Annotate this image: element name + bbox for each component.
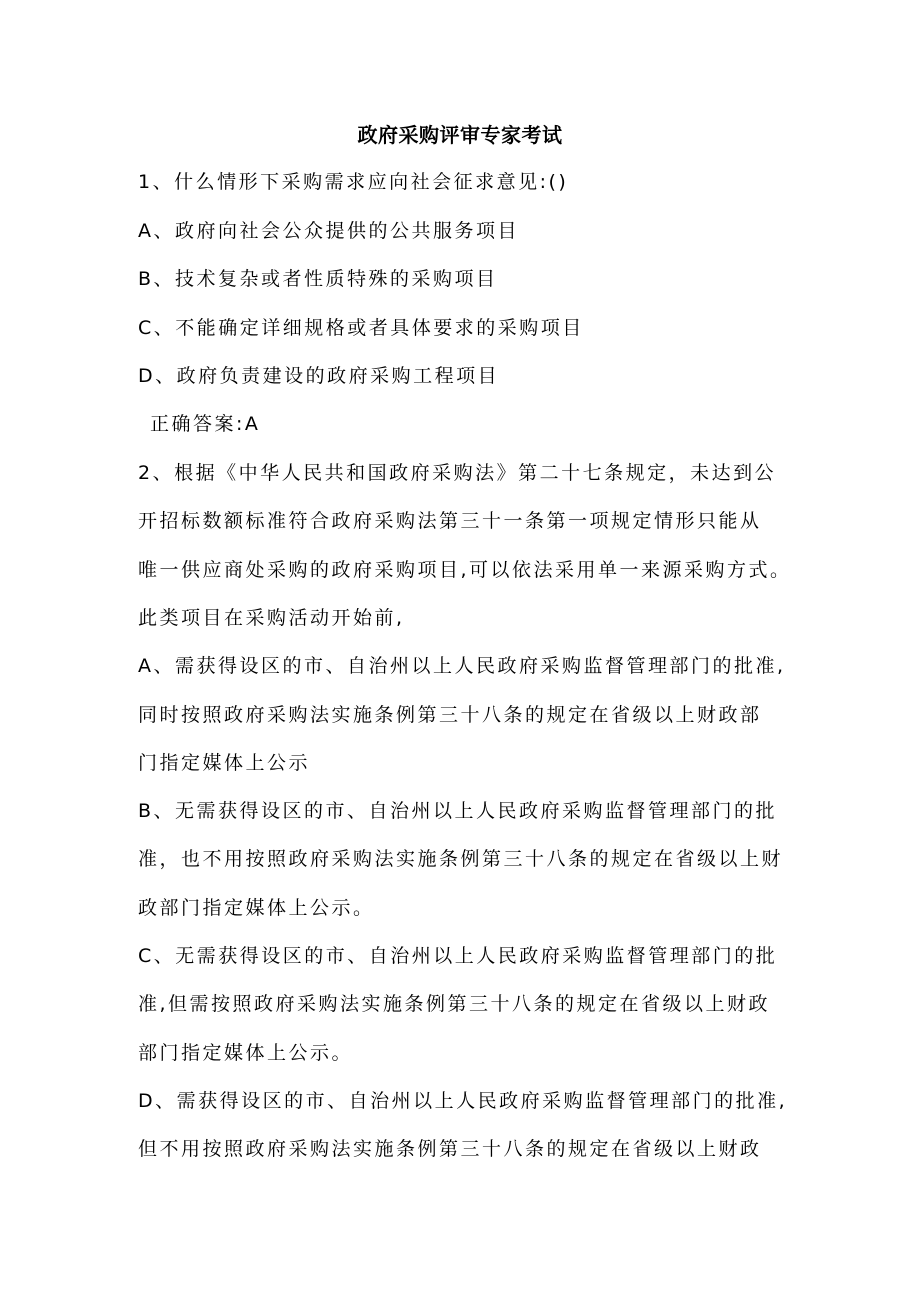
question-1-answer: 正确答案:A: [150, 413, 261, 435]
question-2-option-b-line-1: B、无需获得设区的市、自治州以上人民政府采购监督管理部门的批: [138, 800, 778, 822]
question-2-option-c-line-2: 准,但需按照政府采购法实施条例第三十八条的规定在省级以上财政: [138, 993, 771, 1015]
question-2-option-c-line-3: 部门指定媒体上公示。: [138, 1042, 354, 1064]
question-1-option-a: A、政府向社会公众提供的公共服务项目: [138, 220, 519, 242]
document-title: 政府采购评审专家考试: [357, 123, 563, 147]
question-2-option-c-line-1: C、无需获得设区的市、自治州以上人民政府采购监督管理部门的批: [138, 945, 778, 967]
question-2-text-line-3: 唯一供应商处采购的政府采购项目,可以依法采用单一来源采购方式。: [138, 559, 792, 581]
question-1-option-d: D、政府负责建设的政府采购工程项目: [138, 365, 500, 387]
question-2-text-line-2: 开招标数额标准符合政府采购法第三十一条第一项规定情形只能从: [138, 510, 762, 532]
question-1-option-c: C、不能确定详细规格或者具体要求的采购项目: [138, 317, 584, 339]
question-2-option-a-line-3: 门指定媒体上公示: [138, 752, 311, 774]
question-2-option-d-line-1: D、需获得设区的市、自治州以上人民政府采购监督管理部门的批准,: [138, 1090, 788, 1112]
question-1-text: 1、什么情形下采购需求应向社会征求意见:(): [138, 171, 569, 193]
question-1-option-b: B、技术复杂或者性质特殊的采购项目: [138, 268, 498, 290]
question-2-option-a-line-2: 同时按照政府采购法实施条例第三十八条的规定在省级以上财政部: [138, 704, 762, 726]
question-2-option-b-line-3: 政部门指定媒体上公示。: [138, 897, 375, 919]
question-2-option-b-line-2: 准，也不用按照政府采购法实施条例第三十八条的规定在省级以上财: [138, 848, 784, 870]
question-2-text-line-1: 2、根据《中华人民共和国政府采购法》第二十七条规定，未达到公: [138, 462, 777, 484]
question-2-option-d-line-2: 但不用按照政府采购法实施条例第三十八条的规定在省级以上财政: [138, 1138, 762, 1160]
question-2-text-line-4: 此类项目在采购活动开始前,: [138, 607, 405, 629]
question-2-option-a-line-1: A、需获得设区的市、自治州以上人民政府采购监督管理部门的批准,: [138, 655, 786, 677]
